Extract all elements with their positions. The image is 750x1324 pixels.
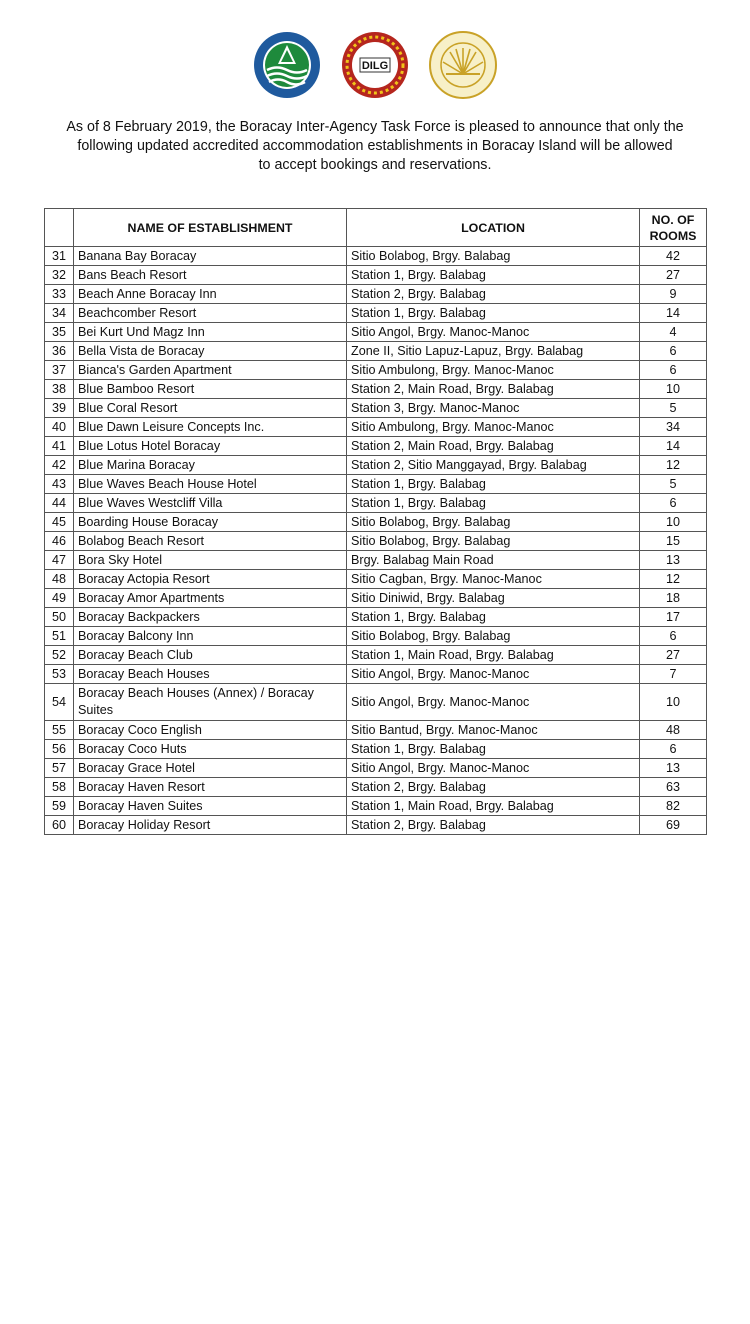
table-header-row: [45, 209, 707, 247]
establishment-name: Beach Anne Boracay Inn: [74, 285, 347, 304]
row-number: 50: [45, 608, 74, 627]
table-row: [45, 475, 707, 494]
row-number: 51: [45, 627, 74, 646]
establishment-location: Brgy. Balabag Main Road: [347, 551, 640, 570]
header-location: LOCATION: [347, 209, 640, 247]
room-count: 10: [640, 380, 707, 399]
dot-seal-logo: [428, 30, 498, 100]
table-row: [45, 304, 707, 323]
table-row: [45, 551, 707, 570]
establishment-name: Blue Waves Beach House Hotel: [74, 475, 347, 494]
establishment-location: Sitio Bolabog, Brgy. Balabag: [347, 532, 640, 551]
room-count: 6: [640, 494, 707, 513]
room-count: 18: [640, 589, 707, 608]
agency-logos: [0, 30, 750, 106]
establishment-location: Sitio Bolabog, Brgy. Balabag: [347, 627, 640, 646]
row-number: 52: [45, 646, 74, 665]
room-count: 9: [640, 285, 707, 304]
establishment-location: Station 1, Brgy. Balabag: [347, 475, 640, 494]
establishment-name: Boracay Coco Huts: [74, 740, 347, 759]
establishment-location: Station 2, Brgy. Balabag: [347, 778, 640, 797]
establishment-name: Bella Vista de Boracay: [74, 342, 347, 361]
establishment-location: Sitio Ambulong, Brgy. Manoc-Manoc: [347, 418, 640, 437]
establishment-name: Boracay Beach Houses (Annex) / Boracay Suites: [74, 684, 347, 721]
establishment-location: Sitio Diniwid, Brgy. Balabag: [347, 589, 640, 608]
establishment-name: Blue Dawn Leisure Concepts Inc.: [74, 418, 347, 437]
table-row: [45, 797, 707, 816]
header-rooms: NO. OF ROOMS: [640, 209, 707, 247]
establishment-name: Boracay Balcony Inn: [74, 627, 347, 646]
table-row: [45, 513, 707, 532]
establishment-name: Bolabog Beach Resort: [74, 532, 347, 551]
room-count: 69: [640, 816, 707, 835]
establishment-name: Boracay Beach Houses: [74, 665, 347, 684]
establishment-name: Blue Bamboo Resort: [74, 380, 347, 399]
room-count: 17: [640, 608, 707, 627]
table-row: [45, 740, 707, 759]
establishment-name: Bei Kurt Und Magz Inn: [74, 323, 347, 342]
establishment-name: Bans Beach Resort: [74, 266, 347, 285]
announcement-line-2: following updated accredited accommodation establishments in Boracay Island will be allowed: [77, 138, 673, 154]
room-count: 10: [640, 513, 707, 532]
establishment-name: Boracay Holiday Resort: [74, 816, 347, 835]
establishment-name: Beachcomber Resort: [74, 304, 347, 323]
establishment-name: Boracay Haven Suites: [74, 797, 347, 816]
room-count: 13: [640, 759, 707, 778]
room-count: 10: [640, 684, 707, 721]
table-row: [45, 494, 707, 513]
room-count: 13: [640, 551, 707, 570]
table-row: [45, 684, 707, 721]
row-number: 39: [45, 399, 74, 418]
establishment-name: Boarding House Boracay: [74, 513, 347, 532]
row-number: 45: [45, 513, 74, 532]
establishment-name: Blue Marina Boracay: [74, 456, 347, 475]
table-row: [45, 646, 707, 665]
room-count: 42: [640, 247, 707, 266]
establishment-location: Sitio Angol, Brgy. Manoc-Manoc: [347, 665, 640, 684]
row-number: 40: [45, 418, 74, 437]
row-number: 49: [45, 589, 74, 608]
row-number: 41: [45, 437, 74, 456]
row-number: 33: [45, 285, 74, 304]
establishment-location: Sitio Bantud, Brgy. Manoc-Manoc: [347, 721, 640, 740]
row-number: 56: [45, 740, 74, 759]
room-count: 6: [640, 342, 707, 361]
header-number: [45, 209, 74, 247]
row-number: 53: [45, 665, 74, 684]
room-count: 15: [640, 532, 707, 551]
row-number: 47: [45, 551, 74, 570]
establishment-location: Station 2, Main Road, Brgy. Balabag: [347, 380, 640, 399]
room-count: 48: [640, 721, 707, 740]
establishment-name: Boracay Amor Apartments: [74, 589, 347, 608]
table-row: [45, 759, 707, 778]
establishment-location: Station 1, Brgy. Balabag: [347, 304, 640, 323]
dilg-seal-logo: [340, 30, 410, 100]
establishment-location: Sitio Bolabog, Brgy. Balabag: [347, 247, 640, 266]
establishment-location: Station 1, Main Road, Brgy. Balabag: [347, 646, 640, 665]
row-number: 59: [45, 797, 74, 816]
room-count: 82: [640, 797, 707, 816]
row-number: 58: [45, 778, 74, 797]
room-count: 6: [640, 627, 707, 646]
row-number: 35: [45, 323, 74, 342]
table-row: [45, 342, 707, 361]
establishment-name: Boracay Grace Hotel: [74, 759, 347, 778]
establishment-location: Station 1, Brgy. Balabag: [347, 266, 640, 285]
row-number: 32: [45, 266, 74, 285]
room-count: 6: [640, 740, 707, 759]
establishment-location: Station 1, Brgy. Balabag: [347, 740, 640, 759]
announcement-line-3: to accept bookings and reservations.: [258, 157, 492, 173]
establishment-location: Sitio Ambulong, Brgy. Manoc-Manoc: [347, 361, 640, 380]
table-row: [45, 532, 707, 551]
room-count: 27: [640, 646, 707, 665]
establishment-location: Station 3, Brgy. Manoc-Manoc: [347, 399, 640, 418]
establishment-name: Banana Bay Boracay: [74, 247, 347, 266]
table-row: [45, 361, 707, 380]
establishment-name: Blue Waves Westcliff Villa: [74, 494, 347, 513]
svg-text:DILG: DILG: [361, 60, 389, 72]
table-row: [45, 285, 707, 304]
establishment-name: Boracay Backpackers: [74, 608, 347, 627]
room-count: 4: [640, 323, 707, 342]
establishment-name: Boracay Beach Club: [74, 646, 347, 665]
room-count: 14: [640, 437, 707, 456]
header-name: NAME OF ESTABLISHMENT: [74, 209, 347, 247]
table-row: [45, 380, 707, 399]
room-count: 7: [640, 665, 707, 684]
establishment-location: Station 2, Main Road, Brgy. Balabag: [347, 437, 640, 456]
row-number: 60: [45, 816, 74, 835]
row-number: 31: [45, 247, 74, 266]
room-count: 12: [640, 456, 707, 475]
table-row: [45, 589, 707, 608]
establishment-name: Bianca's Garden Apartment: [74, 361, 347, 380]
establishment-location: Sitio Bolabog, Brgy. Balabag: [347, 513, 640, 532]
row-number: 57: [45, 759, 74, 778]
room-count: 5: [640, 475, 707, 494]
establishment-name: Blue Coral Resort: [74, 399, 347, 418]
establishment-name: Boracay Coco English: [74, 721, 347, 740]
table-row: [45, 721, 707, 740]
establishment-location: Station 1, Brgy. Balabag: [347, 608, 640, 627]
table-row: [45, 323, 707, 342]
table-row: [45, 247, 707, 266]
establishment-name: Boracay Actopia Resort: [74, 570, 347, 589]
table-row: [45, 816, 707, 835]
establishment-location: Sitio Angol, Brgy. Manoc-Manoc: [347, 759, 640, 778]
row-number: 48: [45, 570, 74, 589]
establishment-location: Station 2, Brgy. Balabag: [347, 816, 640, 835]
establishments-table: [44, 208, 707, 835]
room-count: 14: [640, 304, 707, 323]
establishments-table-wrap: [44, 208, 707, 835]
row-number: 37: [45, 361, 74, 380]
establishment-location: Sitio Angol, Brgy. Manoc-Manoc: [347, 323, 640, 342]
row-number: 55: [45, 721, 74, 740]
establishment-name: Blue Lotus Hotel Boracay: [74, 437, 347, 456]
table-row: [45, 418, 707, 437]
row-number: 34: [45, 304, 74, 323]
establishment-location: Station 1, Brgy. Balabag: [347, 494, 640, 513]
establishment-location: Station 2, Sitio Manggayad, Brgy. Balabag: [347, 456, 640, 475]
room-count: 6: [640, 361, 707, 380]
establishment-location: Station 2, Brgy. Balabag: [347, 285, 640, 304]
table-row: [45, 608, 707, 627]
table-row: [45, 627, 707, 646]
announcement-text: [30, 118, 720, 175]
table-row: [45, 665, 707, 684]
row-number: 36: [45, 342, 74, 361]
establishment-name: Bora Sky Hotel: [74, 551, 347, 570]
row-number: 42: [45, 456, 74, 475]
table-row: [45, 778, 707, 797]
establishment-name: Boracay Haven Resort: [74, 778, 347, 797]
row-number: 44: [45, 494, 74, 513]
announcement-line-1: As of 8 February 2019, the Boracay Inter-Agency Task Force is pleased to announce that only the: [66, 119, 684, 135]
establishment-location: Zone II, Sitio Lapuz-Lapuz, Brgy. Balabag: [347, 342, 640, 361]
row-number: 54: [45, 684, 74, 721]
establishment-location: Sitio Angol, Brgy. Manoc-Manoc: [347, 684, 640, 721]
row-number: 46: [45, 532, 74, 551]
row-number: 38: [45, 380, 74, 399]
denr-seal-logo: [252, 30, 322, 100]
table-row: [45, 456, 707, 475]
room-count: 27: [640, 266, 707, 285]
table-row: [45, 437, 707, 456]
establishment-location: Station 1, Main Road, Brgy. Balabag: [347, 797, 640, 816]
room-count: 5: [640, 399, 707, 418]
room-count: 12: [640, 570, 707, 589]
table-row: [45, 399, 707, 418]
room-count: 63: [640, 778, 707, 797]
establishment-location: Sitio Cagban, Brgy. Manoc-Manoc: [347, 570, 640, 589]
table-row: [45, 570, 707, 589]
table-row: [45, 266, 707, 285]
row-number: 43: [45, 475, 74, 494]
room-count: 34: [640, 418, 707, 437]
